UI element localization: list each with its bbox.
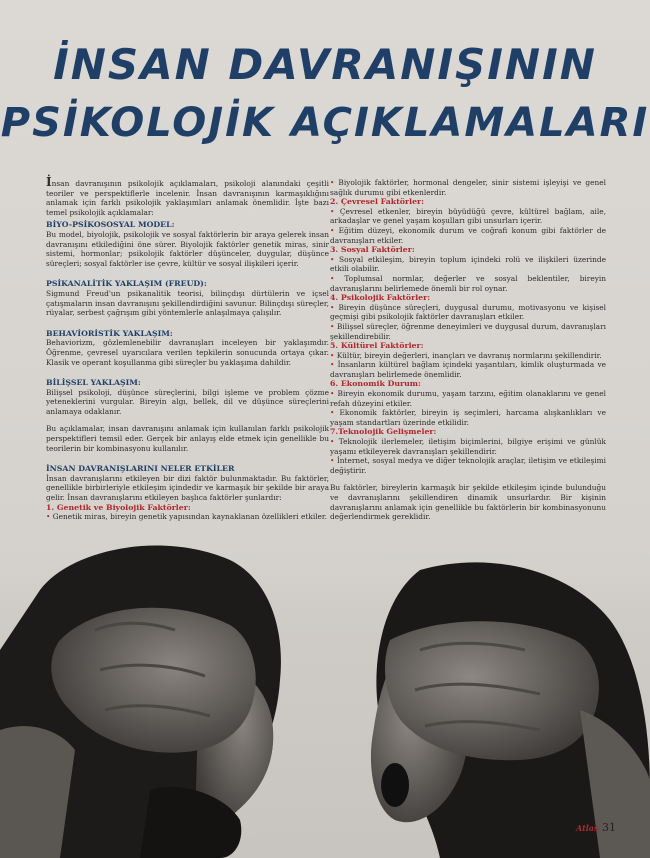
bullet-economic-a: • Bireyin ekonomik durumu, yaşam tarzını, eğitim olanaklarını ve genel refah düzeyini etkiler. bbox=[330, 389, 606, 408]
heading-cognitive: BİLİŞSEL YAKLAŞIM: bbox=[46, 378, 141, 388]
heading-psychological: 4. Psikolojik Faktörler: bbox=[330, 293, 431, 303]
bullet-cultural-a: • Kültür, bireyin değerleri, inançları ve davranış normlarını şekillendirir. bbox=[330, 351, 606, 361]
bullet-environmental-b: • Eğitim düzeyi, ekonomik durum ve coğrafi konum gibi faktörler de davranışları etkiler. bbox=[330, 226, 606, 245]
page-number: 31 bbox=[602, 821, 616, 834]
bullet-technological-b: • İnternet, sosyal medya ve diğer teknolojik araçlar, iletişim ve etkileşimi değiştirir. bbox=[330, 456, 606, 475]
page-title-line2: PSİKOLOJİK AÇIKLAMALARI bbox=[0, 100, 650, 146]
bullet-social-b: • Toplumsal normlar, değerler ve sosyal beklentiler, bireyin davranışlarını belirlemede önemli bir rol oynar. bbox=[330, 274, 606, 293]
page-footer bbox=[576, 821, 616, 834]
paragraph-conclusion: Bu faktörler, bireylerin karmaşık bir şekilde etkileşim içinde bulunduğu ve davranışlarını şekillendiren dinamik unsurlardır. Bir kişinin davranışlarını anlamak için genellikle bu faktörlerin bir kombinasyonunu değerlendirmek gereklidir. bbox=[330, 483, 606, 522]
paragraph-biopsychosocial: Bu model, biyolojik, psikolojik ve sosyal faktörlerin bir araya gelerek insan davranışını etkilediğini öne sürer. Biyolojik faktörler genetik miras, sinir sistemi, hormonlar; psikolojik faktörler düşünceler, duygular, düşünce süreçleri; sosyal faktörler ise çevre, kültür ve sosyal ilişkileri içerir. bbox=[46, 229, 329, 268]
bullet-technological-a: • Teknolojik ilerlemeler, iletişim biçimlerini, bilgiye erişimi ve günlük yaşamı etkileyerek davranışları şekillendirir. bbox=[330, 437, 606, 456]
bullet-cultural-b: • İnsanların kültürel bağlam içindeki yaşantıları, kimlik oluşturmada ve davranışları belirlemede önemlidir. bbox=[330, 360, 606, 379]
heading-social: 3. Sosyal Faktörler: bbox=[330, 245, 415, 255]
paragraph-behavioristic: Behaviorizm, gözlemlenebilir davranışları inceleyen bir yaklaşımdır. Öğrenme, çevresel uyarıcılara verilen tepkilerin sonucunda ortaya çıkar. Klasik ve operant koşullanma gibi süreçler bu yaklaşıma dahildir. bbox=[46, 338, 329, 367]
heading-genetic-factors: 1. Genetik ve Biyolojik Faktörler: bbox=[46, 502, 191, 512]
paragraph-summary: Bu açıklamalar, insan davranışını anlamak için kullanılan farklı psikolojik perspektifleri temsil eder. Gerçek bir anlayış elde etmek için genellikle bu teorilerin bir kombinasyonu kullanılır. bbox=[46, 424, 329, 453]
intro-paragraph: İnsan davranışının psikolojik açıklamaları, psikoloji alanındaki çeşitli teoriler ve perspektiflerle incelenir. İnsan davranışının karmaşıklığını anlamak için farklı psikolojik yaklaşımları anlamak önemlidir. İşte bazı temel psikolojik açıklamalar: bbox=[46, 175, 329, 217]
heading-economic: 6. Ekonomik Durum: bbox=[330, 379, 421, 389]
paragraph-cognitive: Bilişsel psikoloji, düşünce süreçlerini, bilgi işleme ve problem çözme yeteneklerini vurgular. Bireyin algı, bellek, dil ve düşünce süreçlerini anlamaya odaklanır. bbox=[46, 387, 329, 416]
heading-influences: İNSAN DAVRANIŞLARINI NELER ETKİLER bbox=[46, 464, 235, 474]
brand-logo: Atlas bbox=[576, 823, 599, 833]
bullet-social-a: • Sosyal etkileşim, bireyin toplum içindeki rolü ve ilişkileri üzerinde etkili olabilir. bbox=[330, 255, 606, 274]
drop-cap: İ bbox=[46, 175, 52, 189]
heading-technological: 7.Teknolojik Gelişmeler: bbox=[330, 427, 437, 437]
heading-psychoanalytic: PSİKANALİTİK YAKLAŞIM (FREUD): bbox=[46, 279, 207, 289]
heading-cultural: 5. Kültürel Faktörler: bbox=[330, 341, 424, 351]
right-column bbox=[330, 178, 606, 522]
bullet-economic-b: • Ekonomik faktörler, bireyin iş seçimleri, harcama alışkanlıkları ve yaşam standartları üzerinde etkilidir. bbox=[330, 408, 606, 427]
paragraph-psychoanalytic: Sigmund Freud'un psikanalitik teorisi, bilinçdışı dürtülerin ve içsel çatışmaların insan davranışını şekillendirdiğini savunur. Bilinçdışı süreçler, rüyalar, serbest çağrışım gibi yöntemlerle anlaşılmaya çalışılır. bbox=[46, 288, 329, 318]
bullet-biological: • Biyolojik faktörler, hormonal dengeler, sinir sistemi işleyişi ve genel sağlık durumu gibi etkenlerdir. bbox=[330, 178, 606, 197]
paragraph-influences: İnsan davranışlarını etkileyen bir dizi faktör bulunmaktadır. Bu faktörler, genellikle birbirleriyle etkileşim içindedir ve karmaşık bir şekilde bir araya gelir. İnsan davranışlarını etkileyen başlıca faktörler şunlardır: bbox=[46, 473, 329, 503]
bullet-psychological-b: • Bilişsel süreçler, öğrenme deneyimleri ve duygusal durum, davranışları şekillendirebilir. bbox=[330, 322, 606, 341]
bullet-environmental-a: • Çevresel etkenler, bireyin büyüdüğü çevre, kültürel bağlam, aile, arkadaşlar ve genel yaşam koşulları gibi unsurları içerir. bbox=[330, 207, 606, 226]
heading-biopsychosocial: BİYO-PSİKOSOSYAL MODEL: bbox=[46, 220, 175, 230]
bullet-genetic: • Genetik miras, bireyin genetik yapısından kaynaklanan özellikleri etkiler. bbox=[46, 512, 329, 522]
left-column bbox=[46, 175, 329, 522]
page-title-line1: İNSAN DAVRANIŞININ bbox=[53, 40, 597, 89]
bullet-psychological-a: • Bireyin düşünce süreçleri, duygusal durumu, motivasyonu ve kişisel geçmişi gibi psikolojik faktörler davranışları etkiler. bbox=[330, 303, 606, 322]
heading-environmental: 2. Çevresel Faktörler: bbox=[330, 197, 425, 207]
heading-behavioristic: BEHAVİORİSTİK YAKLAŞIM: bbox=[46, 328, 173, 338]
fist-faces-photo bbox=[0, 530, 650, 858]
